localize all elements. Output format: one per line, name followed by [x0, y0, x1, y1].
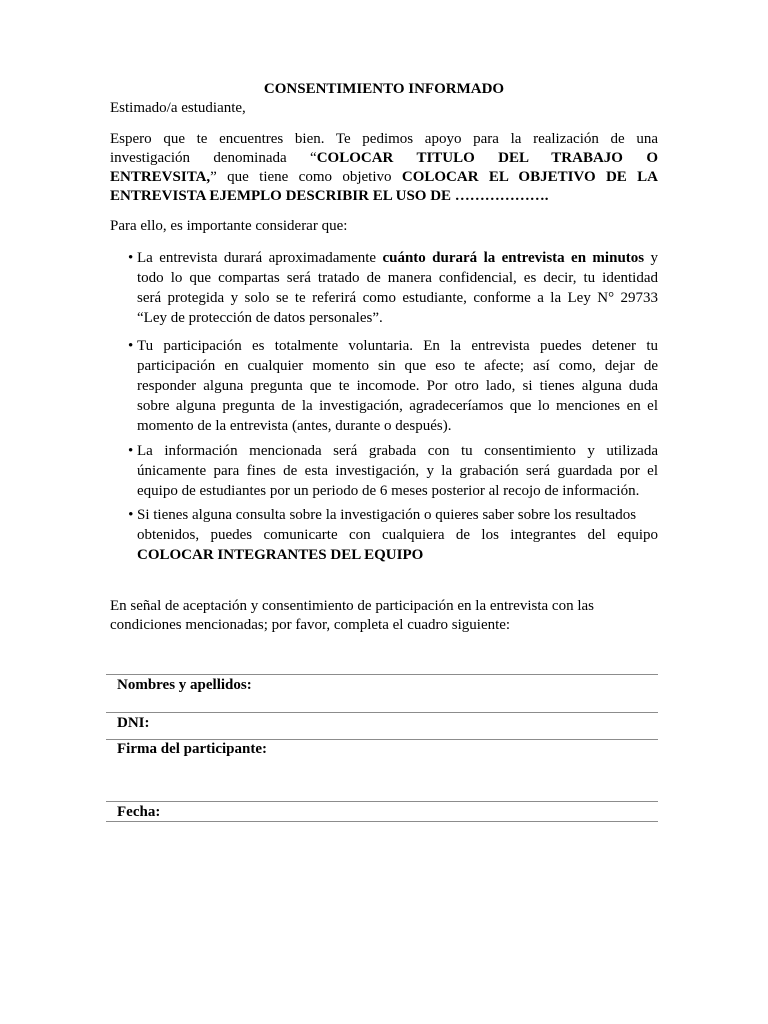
objective-placeholder: COLOCAR EL OBJETIVO DE LA	[401, 169, 658, 185]
date-field-label: Fecha:	[117, 804, 161, 820]
document-title: CONSENTIMIENTO INFORMADO	[263, 81, 505, 97]
work-title-placeholder: COLOCAR TITULO DEL TRABAJO O	[316, 150, 658, 166]
duration-placeholder: cuánto durará la entrevista en minutos	[382, 250, 645, 266]
dni-field-label: DNI:	[117, 715, 150, 731]
list-item-text: Si tienes alguna consulta sobre la investigación o quieres saber sobre los resultados obtenidos, puedes comunicarte con cualquiera de los integrantes del equipo COLOCAR INTEGRANTES DEL EQUIPO	[137, 507, 658, 563]
team-members-placeholder: COLOCAR INTEGRANTES DEL EQUIPO	[137, 547, 424, 563]
bullet-icon: •	[128, 507, 134, 523]
bullet-icon: •	[128, 443, 134, 459]
intro-line: ENTREVISTA EJEMPLO DESCRIBIR EL USO DE ……………….	[110, 188, 549, 204]
closing-paragraph: En señal de aceptación y consentimiento de participación en la entrevista con las condiciones mencionadas; por favor, completa el cuadro siguiente:	[110, 598, 594, 633]
list-item-text: La información mencionada será grabada con tu consentimiento y utilizada únicamente para fines de esta investigación, y la grabación será guardada por el equipo de estudiantes por un periodo de 6 meses posterior al recojo de información.	[137, 443, 658, 499]
intro-line: investigación denominada “COLOCAR TITULO DEL TRABAJO O	[110, 150, 658, 166]
consider-heading: Para ello, es importante considerar que:	[110, 218, 348, 234]
form-divider	[106, 801, 658, 802]
signature-field-label: Firma del participante:	[117, 741, 267, 757]
form-divider	[106, 712, 658, 713]
name-field-label: Nombres y apellidos:	[117, 677, 252, 693]
list-item-text: La entrevista durará aproximadamente cuánto durará la entrevista en minutos y todo lo que compartas será tratado de manera confidencial, es decir, tu identidad será protegida y solo se te referirá como estudiante, conforme a la Ley N° 29733 “Ley de protección de datos personales”.	[137, 250, 659, 326]
bullet-icon: •	[128, 338, 134, 354]
list-item-text: Tu participación es totalmente voluntaria. En la entrevista puedes detener tu participación en cualquier momento sin que eso te afecte; así como, dejar de responder alguna pregunta que te incomode. Por otro lado, si tienes alguna duda sobre alguna pregunta de la investigación, agradeceríamos que lo menciones en el momento de la entrevista (antes, durante o después).	[137, 338, 658, 434]
form-divider	[106, 821, 658, 822]
intro-paragraph	[110, 130, 658, 206]
bullet-icon: •	[128, 250, 134, 266]
intro-line: ENTREVSITA,” que tiene como objetivo COLOCAR EL OBJETIVO DE LA	[110, 169, 658, 185]
greeting: Estimado/a estudiante,	[110, 100, 246, 116]
intro-line: Espero que te encuentres bien. Te pedimos apoyo para la realización de una	[110, 131, 658, 147]
form-divider	[106, 674, 658, 675]
